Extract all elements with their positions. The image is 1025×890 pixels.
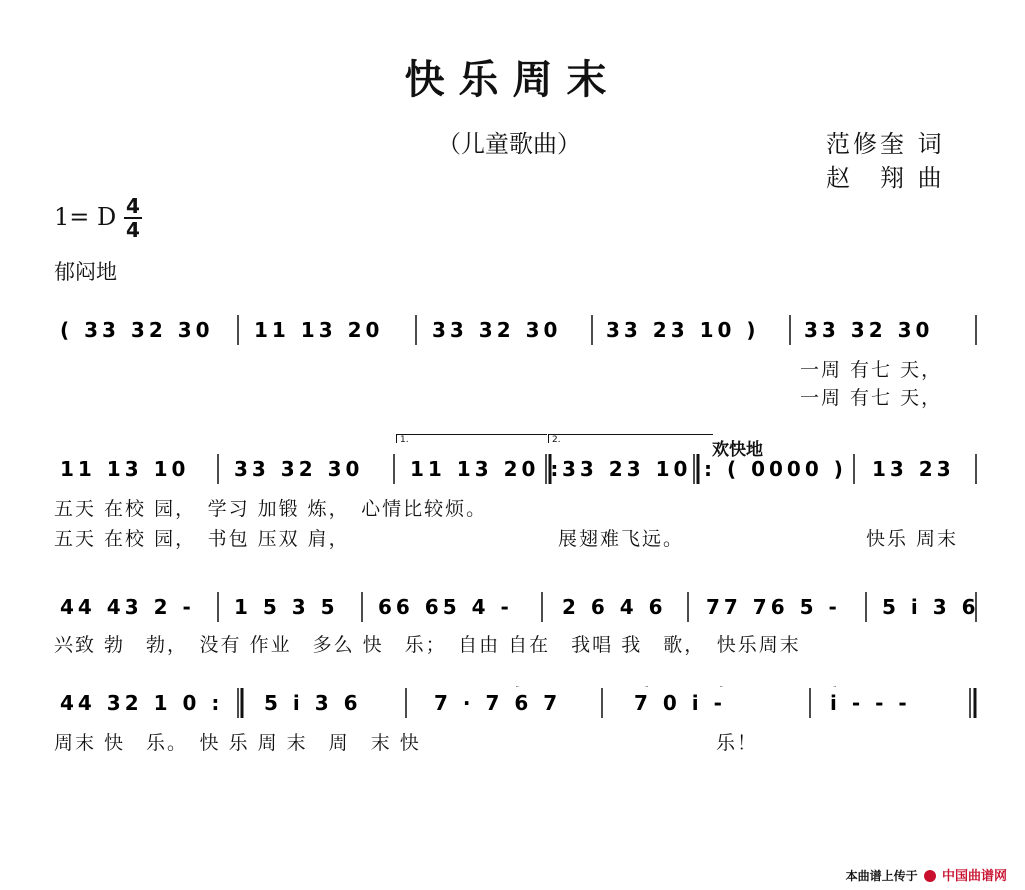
lyrics-1-verse-2: 一周 有七 天， — [800, 387, 943, 409]
measure-2-2: 33 32 30 — [234, 457, 364, 481]
measure-1-3: 33 32 30 — [432, 318, 562, 342]
site-logo-icon — [924, 870, 936, 882]
measure-3-6: 5 i 3 6 — [882, 595, 980, 619]
volta-first-label: 1. — [400, 435, 409, 445]
measure-1-1: ( 33 32 30 — [60, 318, 214, 342]
tempo-marking: 郁闷地 — [54, 260, 117, 284]
measure-1-5: 33 32 30 — [804, 318, 934, 342]
lyrics-2-verse-2a: 五天 在校 园， 书包 压双 肩， — [54, 528, 350, 550]
staff-line-2 — [54, 452, 980, 486]
key-signature: 1= D — [54, 203, 117, 231]
measure-2-5: : ( 0000 ) — [704, 457, 847, 481]
footer-brand: 中国曲谱网 — [941, 869, 1007, 884]
staff-line-4 — [54, 686, 980, 720]
lyrics-1-verse-1: 一周 有七 天， — [800, 359, 943, 381]
measure-3-2: 1 5 3 5 — [234, 595, 339, 619]
measure-4-5: i - - - — [830, 691, 911, 715]
lyrics-4a: 周末 快 乐。 快 乐 周 末 周 末 快 — [54, 732, 421, 754]
measure-2-3: 11 13 20 : — [410, 457, 563, 481]
song-genre: （儿童歌曲） — [437, 130, 581, 158]
tempo-change-marking: 欢快地 — [712, 440, 763, 460]
measure-2-6: 13 23 — [872, 457, 955, 481]
song-title: 快乐周末 — [404, 56, 621, 103]
composer-credit: 赵 翔 曲 — [826, 164, 945, 192]
time-signature-bottom: 4 — [126, 218, 140, 242]
lyrics-4b: 乐！ — [716, 732, 759, 754]
volta-second — [548, 434, 713, 443]
measure-4-4: 7 0 i - — [634, 691, 726, 715]
measure-1-4: 33 23 10 ) — [606, 318, 760, 342]
measure-2-1: 11 13 10 — [60, 457, 190, 481]
measure-4-1: 44 32 1 0 : — [60, 691, 224, 715]
source-footer — [846, 865, 1007, 884]
staff-line-1 — [54, 313, 980, 347]
volta-second-label: 2. — [552, 435, 561, 445]
time-signature — [124, 196, 142, 240]
measure-3-4: 2 6 4 6 — [562, 595, 667, 619]
lyrics-3: 兴致 勃 勃， 没有 作业 多么 快 乐； 自由 自在 我唱 我 歌， 快乐周末 — [54, 634, 801, 656]
measure-4-3: 7 · 7 6 7 — [434, 691, 562, 715]
measure-3-1: 44 43 2 - — [60, 595, 195, 619]
measure-2-4: 33 23 10 — [562, 457, 692, 481]
measure-3-5: 77 76 5 - — [706, 595, 841, 619]
measure-3-3: 66 65 4 - — [378, 595, 513, 619]
staff-line-3 — [54, 590, 980, 624]
measure-4-2: 5 i 3 6 — [264, 691, 362, 715]
footer-prefix: 本曲谱上传于 — [845, 869, 918, 883]
lyrics-2-verse-2b: 展翅难飞远。 — [558, 528, 685, 550]
lyrics-2-verse-1: 五天 在校 园， 学习 加锻 炼， 心情比较烦。 — [54, 498, 488, 520]
lyrics-2-verse-2c: 快乐 周末 — [866, 528, 959, 550]
time-signature-top: 4 — [126, 194, 140, 218]
measure-1-2: 11 13 20 — [254, 318, 384, 342]
lyricist-credit: 范修奎 词 — [826, 130, 945, 158]
volta-first — [396, 434, 547, 443]
